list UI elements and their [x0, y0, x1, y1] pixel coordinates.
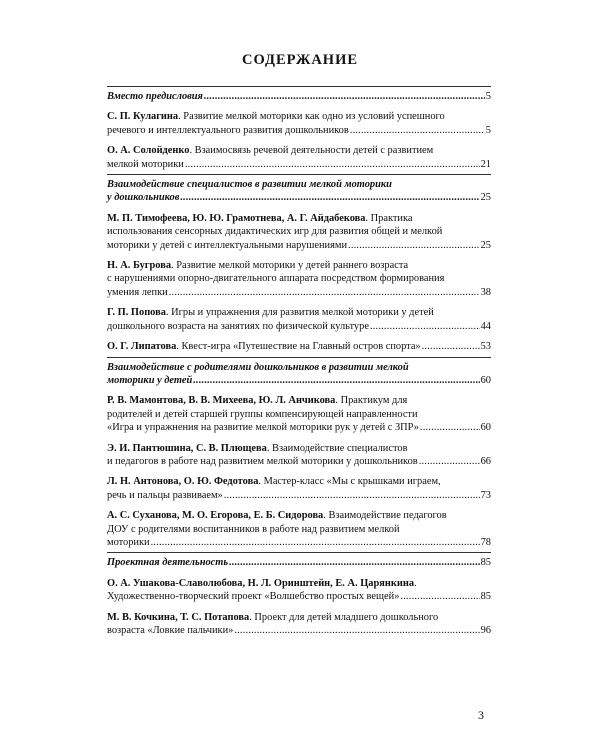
- toc-entry-title-line: . Практика: [365, 212, 413, 224]
- dot-leader: [180, 191, 479, 204]
- toc-entry-title-line: Художественно-творческий проект «Волшебство простых вещей»: [107, 591, 400, 603]
- toc-entry-title-line: речевого и интеллектуального развития дошкольников: [107, 124, 349, 136]
- toc-entry-title-line: Взаимодействие с родителями дошкольников в развитии мелкой: [107, 361, 409, 373]
- toc-entry: [107, 212, 491, 252]
- toc-entry-title-line: . Взаимодействие педагогов: [323, 510, 447, 522]
- toc-entry-title-line: Взаимодействие специалистов в развитии мелкой моторики: [107, 179, 392, 191]
- dot-leader: [185, 158, 480, 171]
- dot-leader: [400, 590, 479, 603]
- toc-entry-authors: Г. П. Попова: [107, 307, 166, 319]
- dot-leader: [193, 374, 479, 387]
- toc-section-heading: [107, 361, 491, 388]
- toc-entry-title-line: мелкой моторики: [107, 158, 184, 170]
- toc-entry-page: 78: [480, 536, 491, 548]
- section-divider: [107, 357, 491, 358]
- toc-entry-page: 21: [480, 158, 491, 170]
- toc-entry: [107, 475, 491, 502]
- toc-entry: [107, 110, 491, 137]
- toc-entry-title-line: дошкольного возраста на занятиях по физической культуре: [107, 320, 369, 332]
- toc-entry-page: 53: [480, 341, 491, 353]
- toc-entry-page: 25: [480, 192, 491, 204]
- toc-entry-title-line: возраста «Ловкие пальчики»: [107, 625, 234, 636]
- toc-entry-title-line: . Развитие мелкой моторики у детей раннего возраста: [171, 260, 409, 272]
- toc-entry-title-line: моторики: [107, 536, 150, 548]
- toc-entry-title-line: моторики у детей: [107, 374, 193, 386]
- dot-leader: [151, 536, 480, 549]
- toc-entry-authors: Л. Н. Антонова, О. Ю. Федотова: [107, 476, 259, 488]
- page-number: 3: [478, 708, 484, 722]
- toc-entry-page: 38: [480, 286, 491, 298]
- toc-entry-authors: О. А. Ушакова-Славолюбова, Н. Л. Оринштейн, Е. А. Царянкина: [107, 577, 415, 589]
- toc-entry-title-line: и педагогов в работе над развитием мелкой моторики у дошкольников: [107, 455, 418, 467]
- toc-entry: [107, 306, 491, 333]
- toc-entry-title-line: . Взаимосвязь речевой деятельности детей с развитием: [189, 145, 434, 157]
- toc-entry: [107, 259, 491, 299]
- toc-section-heading: [107, 90, 491, 103]
- toc-entry-page: 25: [480, 239, 491, 251]
- toc-entry-page: 5: [485, 124, 491, 136]
- dot-leader: [229, 556, 479, 569]
- toc-entry-title-line: . Взаимодействие специалистов: [266, 442, 408, 454]
- toc-entry-title-line: речь и пальцы развиваем»: [107, 489, 223, 501]
- toc-entry-page: 85: [480, 557, 491, 569]
- toc-entry-page: 44: [480, 320, 491, 332]
- toc-entry-title-line: . Квест-игра «Путешествие на Главный остров спорта»: [176, 341, 421, 353]
- toc-entry-title-line: . Мастер-класс «Мы с крышками играем,: [258, 476, 441, 488]
- toc-entry-title-line: . Развитие мелкой моторики как одно из условий успешного: [178, 111, 445, 123]
- dot-leader: [422, 340, 480, 353]
- page-title: СОДЕРЖАНИЕ: [241, 52, 359, 68]
- toc-entry-title-line: .: [414, 577, 417, 589]
- dot-leader: [234, 624, 479, 637]
- toc-entry-authors: О. Г. Липатова: [107, 341, 177, 353]
- toc-entry-page: 96: [480, 625, 491, 636]
- section-divider: [107, 174, 491, 175]
- dot-leader: [350, 124, 485, 137]
- toc-entry-title-line: Вместо предисловия: [107, 91, 203, 102]
- toc-entry-authors: М. В. Кочкина, Т. С. Потапова: [107, 611, 250, 623]
- toc-entry-title-line: у дошкольников: [107, 192, 180, 204]
- toc-section-heading: [107, 556, 491, 569]
- toc-entry: [107, 577, 491, 604]
- toc-entry-title-line: . Игры и упражнения для развития мелкой моторики у детей: [165, 307, 434, 319]
- toc-entry-page: 73: [480, 489, 491, 501]
- dot-leader: [204, 90, 485, 103]
- toc-entry: [107, 611, 491, 638]
- toc-entry-title-line: Проектная деятельность: [107, 557, 229, 569]
- toc-entry: [107, 144, 491, 171]
- dot-leader: [370, 320, 480, 333]
- toc-entry-authors: М. П. Тимофеева, Ю. Ю. Грамотнева, А. Г. Айдабекова: [107, 212, 366, 224]
- dot-leader: [348, 239, 480, 252]
- dot-leader: [419, 455, 480, 468]
- toc-entry-page: 60: [480, 374, 491, 386]
- toc-entry-title-line: «Игра и упражнения на развитие мелкой моторики рук у детей с ЗПР»: [107, 422, 419, 434]
- toc-entry: [107, 394, 491, 434]
- toc-section-heading: [107, 178, 491, 205]
- toc-entry-title-line: моторики у детей с интеллектуальными нарушениями: [107, 239, 348, 251]
- toc-entry-page: 60: [480, 422, 491, 434]
- toc-entry-title-line: использования сенсорных дидактических игр для развития общей и мелкой: [107, 226, 443, 238]
- toc-entry-authors: Н. А. Бугрова: [107, 260, 172, 272]
- toc-entry: [107, 442, 491, 469]
- toc-entry-page: 85: [480, 591, 491, 603]
- section-divider: [107, 552, 491, 553]
- dot-leader: [420, 421, 480, 434]
- toc-entry: [107, 509, 491, 549]
- toc-entry-authors: Р. В. Мамонтова, В. В. Михеева, Ю. Л. Анчикова: [107, 395, 336, 407]
- toc-entry-authors: Э. И. Пантюшина, С. В. Плющева: [107, 442, 267, 454]
- section-divider: [107, 86, 491, 87]
- toc-entry-authors: С. П. Кулагина: [107, 111, 179, 123]
- dot-leader: [169, 286, 480, 299]
- toc-entry: [107, 340, 491, 353]
- toc-entry-title-line: родителей и детей старшей группы компенсирующей направленности: [107, 408, 418, 420]
- toc-entry-authors: А. С. Суханова, М. О. Егорова, Е. Б. Сидорова: [107, 510, 324, 522]
- toc-entry-title-line: . Проект для детей младшего дошкольного: [249, 611, 439, 623]
- toc-entry-title-line: ДОУ с родителями воспитанников в работе над развитием мелкой: [107, 523, 400, 535]
- toc-entry-authors: О. А. Солойденко: [107, 145, 190, 157]
- toc-entry-page: 66: [480, 455, 491, 467]
- toc-entry-page: 5: [485, 91, 491, 102]
- toc-entry-title-line: умения лепки: [107, 286, 168, 298]
- toc-entry-title-line: с нарушениями опорно-двигательного аппарата посредством формирования: [107, 273, 445, 285]
- toc-entry-title-line: . Практикум для: [335, 395, 408, 407]
- dot-leader: [224, 489, 480, 502]
